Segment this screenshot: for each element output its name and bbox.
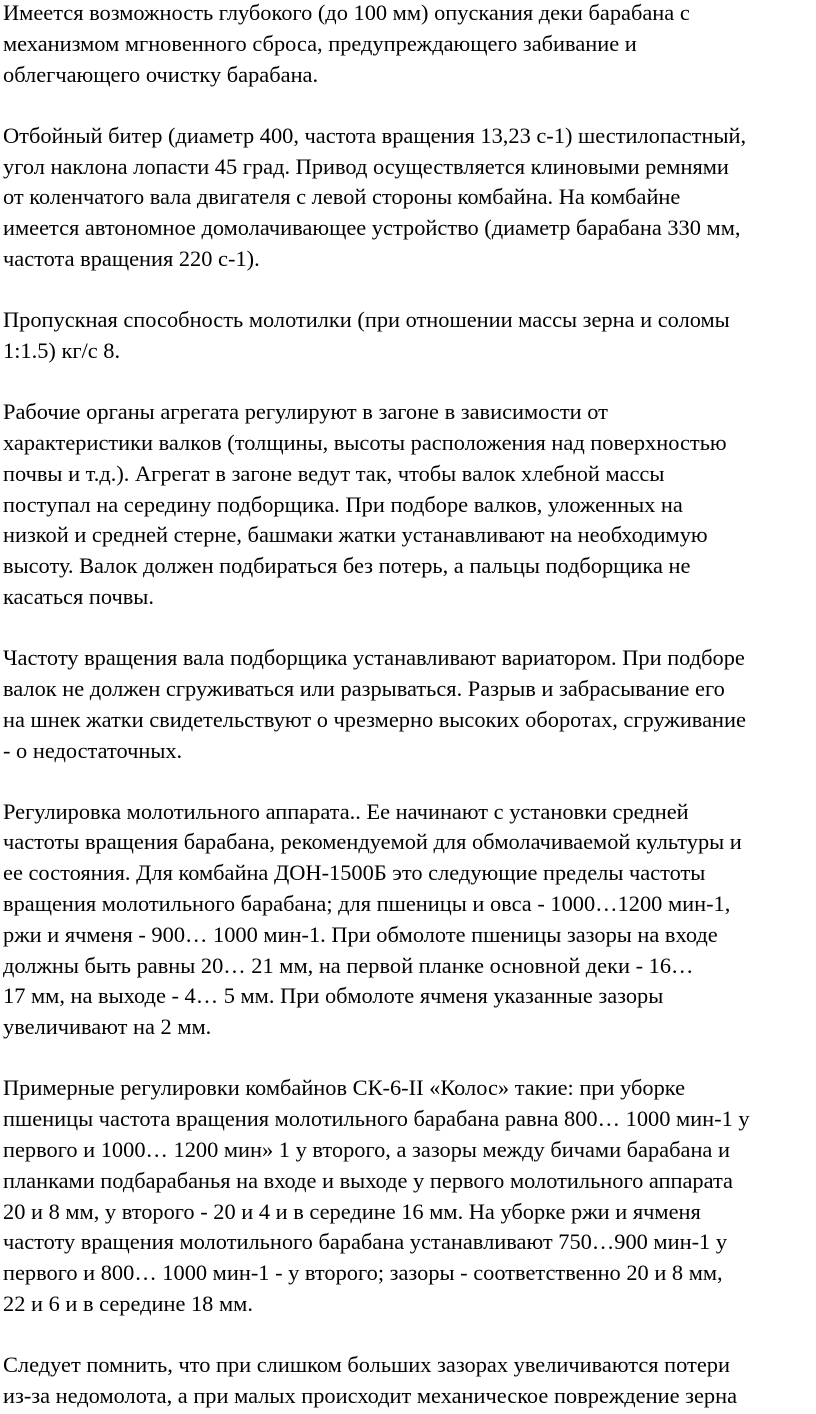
paragraph-throughput: Пропускная способность молотилки (при отношении массы зерна и соломы 1:1.5) кг/с 8. <box>3 307 730 363</box>
paragraph-deck-lowering: Имеется возможность глубокого (до 100 мм) опускания деки барабана с механизмом мгновенного сброса, предупреждающего забивание и облегчающего очистку барабана. <box>3 0 690 87</box>
paragraph-beater: Отбойный битер (диаметр 400, частота вращения 13,23 с-1) шестилопастный, угол наклона лопасти 45 град. Привод осуществляется клиновыми ремнями от коленчатого вала двигателя с левой стороны комбайна. На комбайне имеется автономное домолачивающее устройство (диаметр барабана 330 мм, частота вращения 220 с-1). <box>3 122 747 271</box>
paragraph-threshing-adjustment: Регулировка молотильного аппарата.. Ее начинают с установки средней частоты вращения барабана, рекомендуемой для обмолачиваемой культуры и ее состояния. Для комбайна ДОН-1500Б это следующие пределы частоты вращения молотильного барабана; для пшеницы и овса - 1000…1200 мин-1, ржи и ячменя - 900… 1000 мин-1. При обмолоте пшеницы зазоры на входе должны быть равны 20… 21 мм, на первой планке основной деки - 16… 17 мм, на выходе - 4… 5 мм. При обмолоте ячменя указанные зазоры увеличивают на 2 мм. <box>3 798 742 1040</box>
paragraph-working-bodies: Рабочие органы агрегата регулируют в загоне в зависимости от характеристики валков (толщины, высоты расположения над поверхностью почвы и т.д.). Агрегат в загоне ведут так, чтобы валок хлебной массы поступал на середину подборщика. При подборе валков, уложенных на низкой и средней стерне, башмаки жатки устанавливают на необходимую высоту. Валок должен подбираться без потерь, а пальцы подборщика не касаться почвы. <box>3 399 727 609</box>
paragraph-gap-warning: Следует помнить, что при слишком больших зазорах увеличиваются потери из-за недомолота, а при малых происходит механическое повреждение зерна <box>3 1352 738 1409</box>
paragraph-kolos-settings: Примерные регулировки комбайнов СК-6-II «Колос» такие: при уборке пшеницы частота вращения молотильного барабана равна 800… 1000 мин-1 у первого и 1000… 1200 мин» 1 у второго, а зазоры между бичами барабана и планками подбарабанья на входе и выходе у первого молотильного аппарата 20 и 8 мм, у второго - 20 и 4 и в середине 16 мм. На уборке ржи и ячменя частоту вращения молотильного барабана устанавливают 750…900 мин-1 у первого и 800… 1000 мин-1 - у второго; зазоры - соответственно 20 и 8 мм, 22 и 6 и в середине 18 мм. <box>3 1075 750 1317</box>
paragraph-pickup-speed: Частоту вращения вала подборщика устанавливают вариатором. При подборе валок не должен сгруживаться или разрываться. Разрыв и забрасывание его на шнек жатки свидетельствуют о чрезмерно высоких оборотах, сгруживание - о недостаточных. <box>3 645 746 763</box>
